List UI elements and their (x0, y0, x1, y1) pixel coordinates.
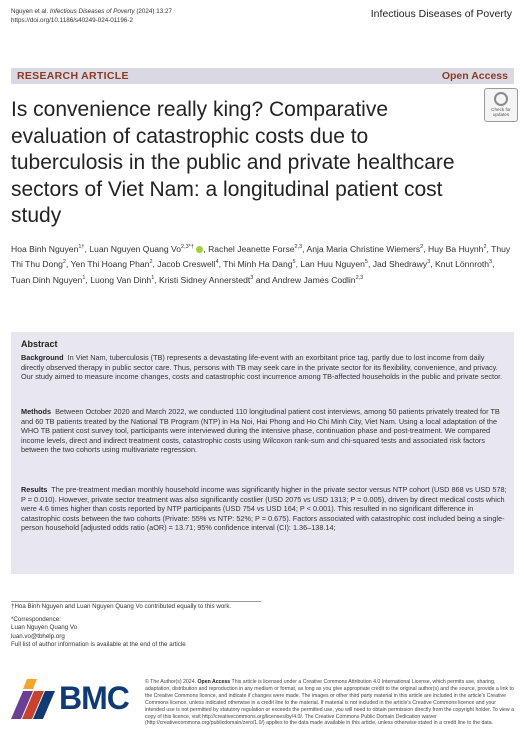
author-affiliation: 2 (420, 244, 424, 250)
author-affiliation: 5 (364, 259, 368, 266)
license-text (145, 679, 515, 727)
doi-link[interactable]: https://doi.org/10.1186/s40249-024-01196-2 (11, 17, 133, 24)
citation-line (11, 7, 172, 25)
methods-label: Methods (21, 407, 51, 416)
footnote-divider (11, 601, 261, 602)
author-name[interactable]: Luong Van Dinh$^1$ (90, 274, 155, 285)
author-affiliation: 3 (489, 259, 493, 266)
author-name[interactable]: Thi Minh Ha Dang$^5$ (223, 259, 296, 270)
author-affiliation: 1 (82, 274, 86, 281)
abstract-background (21, 353, 507, 382)
background-label: Background (21, 353, 64, 362)
methods-text: Between October 2020 and March 2022, we conducted 110 longitudinal patient cost interviews, among 50 patients privately treated for TB and 60 TB patients treated by the National TB Program (NTP) in Ha Noi, Hai Phong and Ho Chi Minh City, Viet Nam. Using a local adaptation of the WHO TB patient cost survey tool, participants were interviewed during the intensive phase, continuation phase and post-treatment. We compared income levels, direct and indirect treatment costs, catastrophic costs using Wilcoxon rank-sum and chi-squared tests and associated risk factors between the two cohorts using multivariate regression. (21, 407, 500, 455)
author-affiliation: 2,3*† (181, 244, 194, 250)
correspondence-email[interactable]: luan.vo@tbhelp.org (11, 632, 65, 640)
author-name[interactable]: Anja Maria Christine Wiemers$^2$ (306, 243, 424, 254)
footnotes (11, 603, 281, 649)
author-name[interactable]: Yen Thi Hoang Phan$^2$ (70, 259, 153, 270)
results-text: The pre-treatment median monthly household income was significantly higher in the private sector versus NTP cohort (USD 868 vs USD 578; P = 0.010). However, private sector treatment was also significantly costlier (USD 2075 vs USD 1313; P = 0.005), driven by direct medical costs which were 4.6 times higher than costs reported by NTP participants (USD 754 vs USD 164; P < 0.001). This resulted in no significant difference in catastrophic costs between the two cohorts (Private: 55% vs NTP: 52%; P = 0.675). Factors associated with catastrophic cost included being a single-person household [adjusted odds ratio (aOR) = 13.71; 95% confidence interval (CI): 1.36–138.14; (21, 485, 507, 533)
author-name[interactable]: Lan Huu Nguyen$^5$ (300, 259, 368, 270)
bmc-logo (11, 679, 136, 719)
author-name[interactable]: Jad Shedrawy$^3$ (372, 259, 431, 270)
author-name[interactable]: Huy Ba Huynh$^2$ (428, 243, 487, 254)
author-affiliation: 3 (250, 274, 254, 281)
author-name[interactable]: Hoa Binh Nguyen$^{1\dagger}$ (11, 243, 85, 254)
open-access-label: Open Access (441, 70, 508, 82)
correspondence-label: *Correspondence: (11, 616, 61, 624)
author-affiliation: 4 (215, 259, 219, 266)
affiliation-note: Full list of author information is available at the end of the article (11, 640, 186, 648)
author-list: Hoa Binh Nguyen$^{1\dagger}$, Luan Nguyen Quang $Vo^{2,3*\dagger}$ , Rachel Jeanette Forse$^{2,3}$, Anja Maria Christine Wiemers$^2$, Huy Ba Huynh$^2$, Thuy Thi Thu Dong$^2$, Yen Thi Hoang Phan$^2$, Jacob Creswell$^4$, Thi Minh Ha Dang$^5$, Lan Huu Nguyen$^5$, Jad Shedrawy$^3$, Knut Lönnroth$^3$, Tuan Dinh Nguyen$^1$, Luong Van Dinh$^1$, Kristi Sidney Annerstedt$^3$ and Andrew James Codlin$^{2,3}$ (11, 243, 511, 285)
update-icon (494, 92, 508, 106)
background-text: In Viet Nam, tuberculosis (TB) represents a devastating life-event with an exorbitant price tag, partly due to lost income from daily directly observed therapy in public sector care. Thus, persons with TB may seek care in the private sector for its flexibility, convenience, and privacy. Our study aimed to measure income changes, costs and catastrophic cost incurrence among TB-affected households in the public and private sector. (21, 353, 503, 382)
article-type: RESEARCH ARTICLE (17, 70, 129, 82)
equal-contribution-note: †Hoa Binh Nguyen and Luan Nguyen Quang Vo contributed equally to this work. (11, 603, 232, 610)
author-name[interactable]: Thuy Thi Thu Dong$^2$ (11, 243, 511, 270)
author-name[interactable]: Jacob Creswell$^4$ (157, 259, 219, 270)
author-affiliation: 2 (149, 259, 153, 266)
author-name[interactable]: Andrew James Codlin$^{2,3}$ (271, 274, 364, 285)
bmc-logo-mark (11, 679, 57, 719)
author-name[interactable]: Kristi Sidney Annerstedt$^3$ (159, 274, 254, 285)
journal-name: Infectious Diseases of Poverty (370, 8, 512, 20)
abstract-results (21, 485, 507, 533)
citation-journal: Infectious Diseases of Poverty (49, 8, 135, 15)
author-affiliation: 1 (151, 274, 155, 281)
results-label: Results (21, 485, 48, 494)
abstract-box (11, 332, 514, 574)
author-name[interactable]: Tuan Dinh Nguyen$^1$ (11, 274, 86, 285)
author-affiliation: 3 (427, 259, 431, 266)
citation-authors: Nguyen et al. (11, 8, 49, 15)
author-affiliation: 2,3 (294, 244, 303, 250)
author-affiliation: 5 (292, 259, 296, 266)
author-affiliation: 2 (483, 244, 487, 250)
author-affiliation: 2 (62, 259, 66, 266)
bmc-wordmark: BMC (59, 680, 129, 716)
article-title: Is convenience really king? Comparative evaluation of catastrophic costs due to tuberculosis in the public and private healthcare sectors of Viet Nam: a longitudinal patient cost study (11, 98, 455, 227)
correspondence-name: Luan Nguyen Quang Vo (11, 624, 78, 632)
citation-year: (2024) 13:27 (136, 8, 173, 15)
orcid-icon[interactable] (196, 246, 203, 253)
abstract-heading: Abstract (21, 339, 58, 349)
check-for-updates-badge[interactable] (484, 88, 518, 122)
article-type-banner (11, 68, 514, 84)
author-name[interactable]: Knut Lönnroth$^3$ (435, 259, 493, 270)
author-affiliation: 1† (78, 244, 85, 250)
license-body: This article is licensed under a Creative Commons Attribution 4.0 International License, which permits use, sharing, adaptation, distribution and reproduction in any medium or format, as long as you give appropriate credit to the original author(s) and the source, provide a link to the Creative Commons licence, and indicate if changes were made. The images or other third party material in this article are included in the article's Creative Commons licence, unless indicated otherwise in a credit line to the material. If material is not included in the article's Creative Commons licence and your intended use is not permitted by statutory regulation or exceeds the permitted use, you will need to obtain permission directly from the copyright holder. To view a copy of this licence, visit http://creativecommons.org/licenses/by/4.0/. The Creative Commons Public Domain Dedication waiver (http://creativecommons.org/publicdomain/zero/1.0/) applies to the data made available in this article, unless otherwise stated in a credit line to the data. (145, 679, 514, 727)
author-name[interactable]: Rachel Jeanette Forse$^{2,3}$ (208, 243, 303, 254)
author-affiliation: 2,3 (355, 274, 364, 281)
badge-text: Check for updates (491, 107, 511, 117)
author-name[interactable]: Luan Nguyen Quang $Vo^{2,3*\dagger}$ (89, 243, 194, 254)
copyright: © The Author(s) 2024. (145, 679, 197, 685)
license-open-access: Open Access (197, 679, 231, 685)
abstract-methods (21, 407, 507, 455)
